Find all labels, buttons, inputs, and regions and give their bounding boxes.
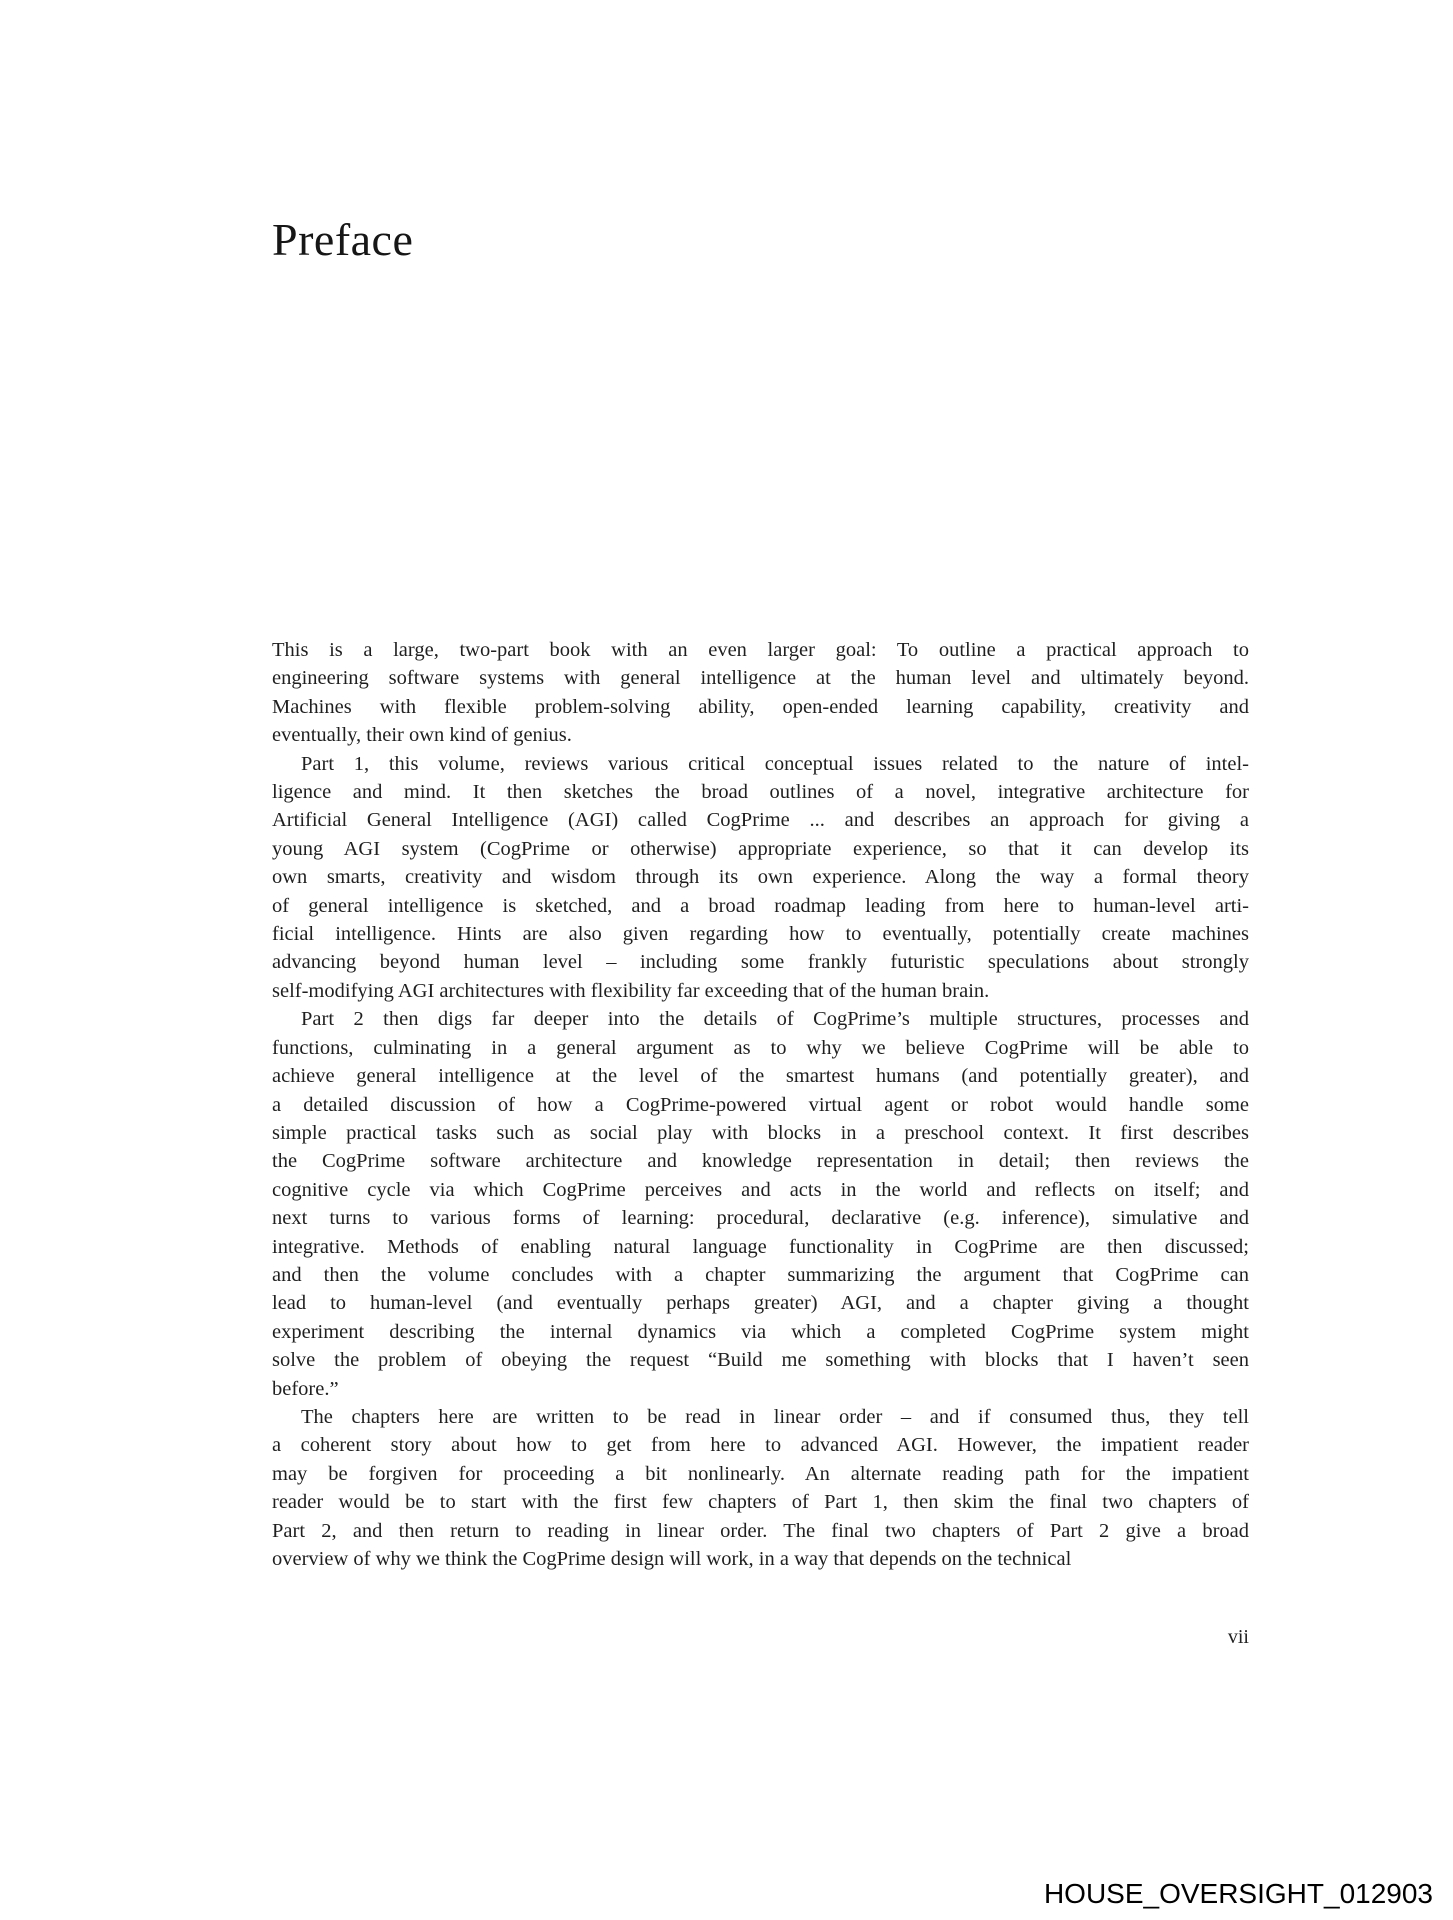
text-line: overview of why we think the CogPrime design will work, in a way that depends on the technical: [272, 1548, 1072, 1570]
text-line: achieve general intelligence at the level of the smartest humans (and potentially greater), and: [272, 1065, 1249, 1088]
page-number: vii: [1227, 1626, 1249, 1648]
text-line: before.”: [272, 1377, 339, 1400]
text-line: cognitive cycle via which CogPrime perceives and acts in the world and reflects on itself; and: [272, 1178, 1249, 1201]
text-line: reader would be to start with the first few chapters of Part 1, then skim the final two chapters of: [272, 1491, 1249, 1514]
text-line: own smarts, creativity and wisdom through its own experience. Along the way a formal theory: [272, 866, 1249, 889]
text-line: self-modifying AGI architectures with flexibility far exceeding that of the human brain.: [272, 979, 990, 1002]
text-line: Part 2, and then return to reading in linear order. The final two chapters of Part 2 give a broad: [272, 1519, 1249, 1542]
text-line: solve the problem of obeying the request “Build me something with blocks that I haven’t seen: [272, 1349, 1249, 1372]
text-line: a coherent story about how to get from here to advanced AGI. However, the impatient reader: [272, 1434, 1249, 1457]
text-line: Part 1, this volume, reviews various critical conceptual issues related to the nature of intel-: [301, 752, 1249, 775]
text-line: integrative. Methods of enabling natural language functionality in CogPrime are then discussed;: [272, 1235, 1249, 1258]
text-line: a detailed discussion of how a CogPrime-powered virtual agent or robot would handle some: [272, 1093, 1249, 1116]
bates-stamp: HOUSE_OVERSIGHT_012903: [1043, 1878, 1433, 1909]
text-line: the CogPrime software architecture and knowledge representation in detail; then reviews the: [272, 1150, 1249, 1173]
text-line: eventually, their own kind of genius.: [272, 724, 572, 747]
text-line: lead to human-level (and eventually perhaps greater) AGI, and a chapter giving a thought: [272, 1292, 1249, 1315]
text-line: Part 2 then digs far deeper into the details of CogPrime’s multiple structures, processes and: [301, 1008, 1249, 1031]
text-line: next turns to various forms of learning: procedural, declarative (e.g. inference), simulative and: [272, 1207, 1249, 1230]
text-line: young AGI system (CogPrime or otherwise) appropriate experience, so that it can develop its: [272, 837, 1249, 860]
text-line: This is a large, two-part book with an even larger goal: To outline a practical approach to: [272, 639, 1249, 661]
text-line: experiment describing the internal dynamics via which a completed CogPrime system might: [272, 1320, 1249, 1343]
text-line: Artificial General Intelligence (AGI) called CogPrime ... and describes an approach for giving a: [272, 809, 1249, 832]
text-line: may be forgiven for proceeding a bit nonlinearly. An alternate reading path for the impatient: [272, 1462, 1249, 1485]
text-line: Machines with flexible problem-solving ability, open-ended learning capability, creativity and: [272, 695, 1249, 718]
text-line: simple practical tasks such as social play with blocks in a preschool context. It first describes: [272, 1121, 1249, 1144]
text-line: of general intelligence is sketched, and a broad roadmap leading from here to human-level arti-: [272, 894, 1249, 917]
text-line: ligence and mind. It then sketches the broad outlines of a novel, integrative architecture for: [272, 781, 1249, 804]
text-line: The chapters here are written to be read in linear order – and if consumed thus, they tell: [301, 1405, 1249, 1428]
text-line: and then the volume concludes with a chapter summarizing the argument that CogPrime can: [272, 1263, 1249, 1286]
text-line: ficial intelligence. Hints are also given regarding how to eventually, potentially create machines: [272, 923, 1249, 946]
text-line: advancing beyond human level – including some frankly futuristic speculations about strongly: [272, 951, 1249, 974]
text-line: engineering software systems with general intelligence at the human level and ultimately beyond.: [272, 667, 1249, 690]
text-line: functions, culminating in a general argument as to why we believe CogPrime will be able to: [272, 1036, 1249, 1059]
preface-body: [272, 636, 1249, 1573]
chapter-title: Preface: [272, 214, 414, 265]
